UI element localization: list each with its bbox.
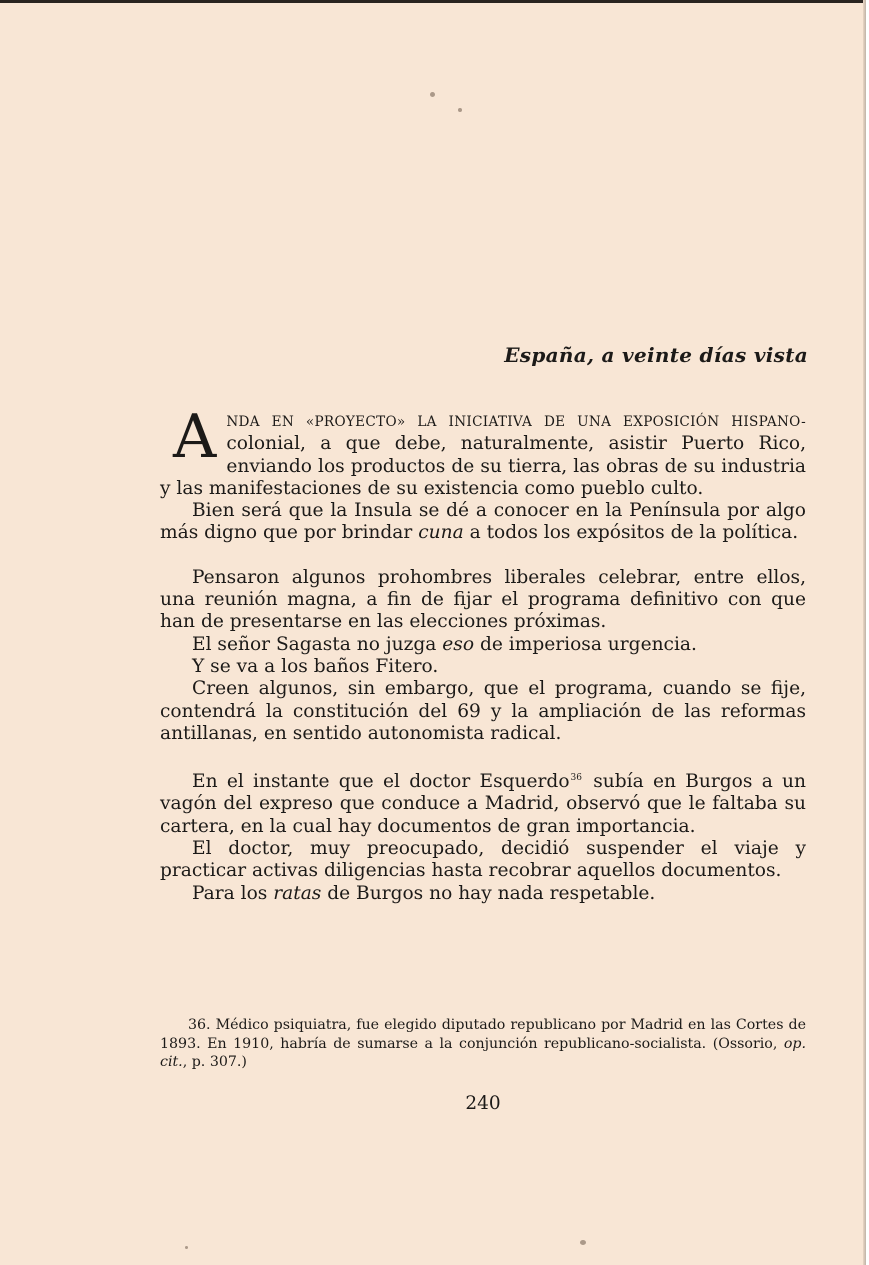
- footnote-italic: op. cit.: [160, 1035, 806, 1070]
- italic-word: eso: [442, 633, 475, 655]
- paragraph-text: de Burgos no hay nada respetable.: [321, 882, 656, 904]
- italic-word: ratas: [273, 882, 322, 904]
- section-title: España, a veinte días vista: [504, 343, 808, 367]
- page-number: 240: [465, 1093, 501, 1114]
- paragraph: [160, 402, 806, 500]
- footnote-text: [160, 1016, 806, 1072]
- paragraph-text: a todos los expósitos de la política.: [463, 522, 799, 544]
- paragraph: [160, 634, 806, 656]
- paragraph: Creen algunos, sin embargo, que el programa, cuando se fije, contendrá la constitución del 69 y la ampliación de las reformas antillanas, en sentido autonomista radical.: [160, 678, 806, 744]
- paragraph: [160, 767, 806, 838]
- paragraph-text: Para los: [192, 882, 274, 904]
- paragraph: Y se va a los baños Fitero.: [192, 655, 439, 677]
- page-edge: [863, 0, 866, 1265]
- paragraph-text: colonial, a que debe, naturalmente, asistir Puerto Rico, enviando los productos de su tierra, las obras de su industria y las manifestaciones de su existencia como pueblo culto.: [160, 433, 806, 499]
- italic-word: cuna: [418, 522, 464, 544]
- paper-speck: [458, 108, 462, 112]
- drop-cap: A: [173, 402, 217, 472]
- paragraph: Pensaron algunos prohombres liberales celebrar, entre ellos, una reunión magna, a fin de fijar el programa definitivo con que han de presentarse en las elecciones próximas.: [160, 566, 806, 633]
- paragraph-text: Bien será que la Insula se dé a conocer en la Península por algo más digno que por brindar: [160, 500, 806, 544]
- paragraph: [160, 883, 806, 905]
- paragraph: [160, 500, 806, 545]
- paper-speck: [580, 1240, 586, 1245]
- paragraph: El doctor, muy preocupado, decidió suspender el viaje y practicar activas diligencias hasta recobrar aquellos documentos.: [160, 838, 806, 882]
- body-block-1: [160, 402, 807, 905]
- footnote-marker: 36: [570, 773, 582, 784]
- footnote-part: , p. 307.): [182, 1054, 247, 1070]
- paragraph-text: En el instante que el doctor Esquerdo: [192, 771, 570, 793]
- paragraph-text: subía en Burgos a un vagón del expreso que conduce a Madrid, observó que le faltaba su cartera, en la cual hay documentos de gran importancia.: [160, 771, 807, 837]
- paper-speck: [185, 1246, 188, 1249]
- paragraph-text: de imperiosa urgencia.: [474, 633, 697, 655]
- footnote-part: 36. Médico psiquiatra, fue elegido diputado republicano por Madrid en las Cortes de 1893. En 1910, habría de sumarse a la conjunción republicano-socialista. (Ossorio,: [160, 1017, 806, 1052]
- paper-speck: [430, 92, 435, 97]
- paragraph-text: El señor Sagasta no juzga: [192, 633, 443, 655]
- footnote: [160, 1016, 806, 1072]
- opening-smallcaps: NDA EN «PROYECTO» LA INICIATIVA DE UNA EXPOSICIÓN HISPANO-: [226, 414, 806, 430]
